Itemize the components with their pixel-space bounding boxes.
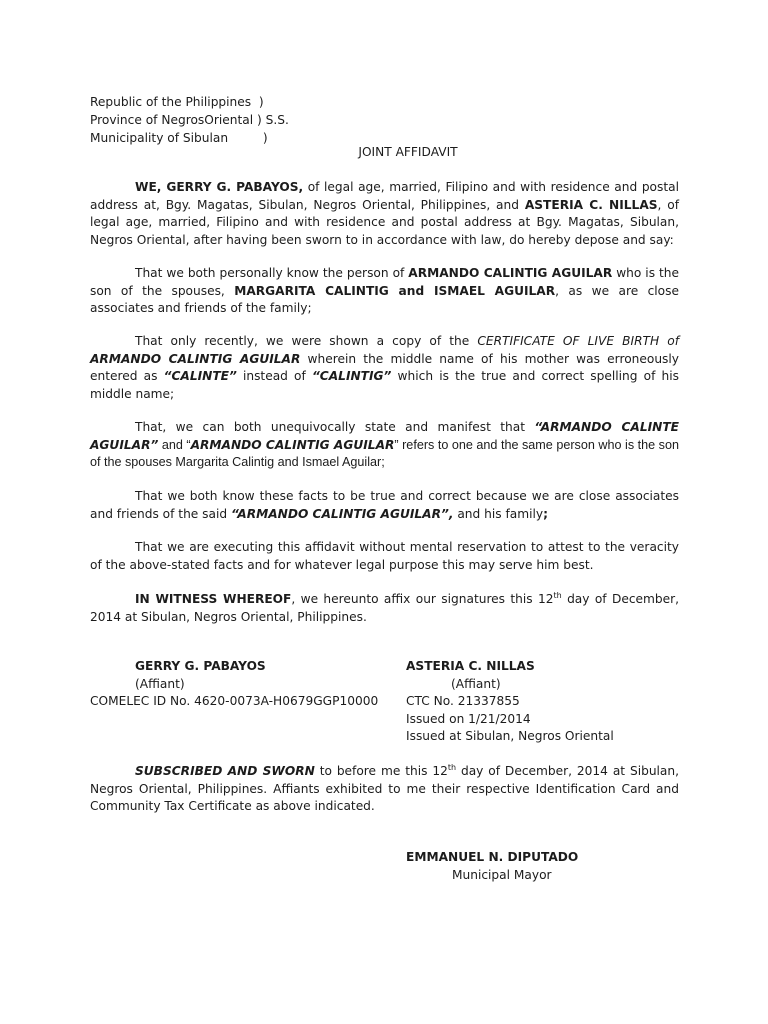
p5-subject-name: “ARMANDO CALINTIG AGUILAR”, — [230, 506, 454, 521]
affiant2-signature-block — [406, 658, 706, 746]
p7-witness-heading: IN WITNESS WHEREOF — [135, 592, 292, 606]
p3-certificate-title: CERTIFICATE OF LIVE BIRTH of — [477, 334, 679, 348]
p3-text-3: instead of — [236, 369, 312, 383]
p3-text-4: which is the true and correct spelling of his middle name; — [90, 369, 679, 401]
p3-text-2: wherein the middle name of his mother was erroneously entered as — [90, 351, 680, 383]
p4-name-variant-1: “ARMANDO CALINTE AGUILAR” — [90, 420, 679, 452]
p2-subject-name: ARMANDO CALINTIG AGUILAR — [408, 266, 613, 280]
p5-semicolon: ; — [543, 506, 548, 521]
paragraph-birth-certificate — [90, 333, 679, 403]
p4-text-1: That, we can both unequivocally state and manifest that — [135, 420, 535, 434]
p8-subscribed-sworn: SUBSCRIBED AND SWORN — [135, 764, 315, 778]
p2-text-3: , as we are close associates and friends of the family; — [90, 283, 679, 315]
p7-ordinal-suffix: th — [553, 590, 562, 600]
p2-text-1: That we both personally know the person of — [135, 266, 409, 280]
p4-text-2: and “ — [158, 437, 191, 452]
p3-subject-name: ARMANDO CALINTIG AGUILAR — [90, 351, 301, 366]
paragraph-affiants — [90, 179, 679, 249]
affiant2-name-inline: ASTERIA C. NILLAS — [524, 197, 658, 212]
officer-title: Municipal Mayor — [452, 867, 552, 882]
affiant2-name: ASTERIA C. NILLAS — [406, 659, 535, 673]
p8-ordinal-suffix: th — [447, 762, 457, 772]
p2-parents-names: MARGARITA CALINTIG and ISMAEL AGUILAR — [234, 283, 556, 298]
affiant1-intro: WE, GERRY G. PABAYOS, — [135, 180, 304, 194]
venue-line-republic: Republic of the Philippines ) — [90, 95, 264, 109]
affiant1-name: GERRY G. PABAYOS — [135, 659, 266, 673]
venue-block — [90, 93, 390, 147]
p8-text-1: to before me this 12 — [314, 764, 448, 778]
p8-text-2: day of December, 2014 at Sibulan, Negros Oriental, Philippines. Affiants exhibited to me their respective Identification Card and Community Tax Certificate as above indicated. — [90, 764, 679, 813]
affiant1-signature-block — [90, 658, 390, 711]
paragraph-witness — [90, 591, 679, 626]
officer-name: EMMANUEL N. DIPUTADO — [406, 850, 579, 864]
p4-name-variant-2: ARMANDO CALINTIG AGUILAR — [190, 437, 395, 452]
affiant2-ctc-number: CTC No. 21337855 — [406, 694, 520, 708]
document-title-row — [0, 144, 768, 162]
paragraph-jurat — [90, 763, 679, 816]
affiant2-role: (Affiant) — [451, 676, 501, 691]
affiant2-issued-on: Issued on 1/21/2014 — [406, 711, 531, 726]
affiant1-details: of legal age, married, Filipino and with residence and postal address at, Bgy. Magatas, Sibulan, Negros Oriental, Philippines, and — [90, 180, 679, 212]
p7-text-1: , we hereunto affix our signatures this 12 — [291, 592, 554, 606]
venue-line-province: Province of NegrosOriental ) S.S. — [90, 113, 289, 127]
affiant1-comelec-id: COMELEC ID No. 4620-0073A-H0679GGP10000 — [90, 694, 379, 708]
paragraph-personal-knowledge — [90, 265, 679, 318]
p2-text-2: who is the son of the spouses, — [90, 266, 680, 298]
p5-text-1: That we both know these facts to be true and correct because we are close associates and friends of the said — [90, 489, 679, 521]
p3-text-1: That only recently, we were shown a copy of the — [135, 334, 478, 348]
affiant2-issued-at: Issued at Sibulan, Negros Oriental — [406, 729, 614, 743]
affiant1-role: (Affiant) — [135, 676, 185, 691]
venue-line-municipality: Municipality of Sibulan ) — [90, 131, 268, 145]
officer-signature-block — [406, 849, 706, 884]
paragraph-facts-true — [90, 488, 679, 523]
p3-wrong-spelling: “CALINTE” — [163, 369, 237, 383]
p3-correct-spelling: “CALINTIG” — [311, 369, 392, 383]
paragraph-same-person — [90, 419, 679, 472]
document-title: JOINT AFFIDAVIT — [358, 145, 458, 159]
p5-text-2: and his family — [453, 506, 544, 521]
p7-text-2: day of December, 2014 at Sibulan, Negros Oriental, Philippines. — [90, 592, 680, 624]
affiant2-details: , of legal age, married, Filipino and with residence and postal address at Bgy. Magatas, Sibulan, Negros Oriental, after having been sworn to in accordance with law, do hereby depose and say: — [90, 197, 679, 247]
paragraph-no-reservation: That we are executing this affidavit without mental reservation to attest to the veracity of the above-stated facts and for whatever legal purpose this may serve him best. — [90, 540, 679, 572]
p4-text-3: ” refers to one and the same person who is the son of the spouses Margarita Calintig and Ismael Aguilar; — [90, 437, 679, 469]
